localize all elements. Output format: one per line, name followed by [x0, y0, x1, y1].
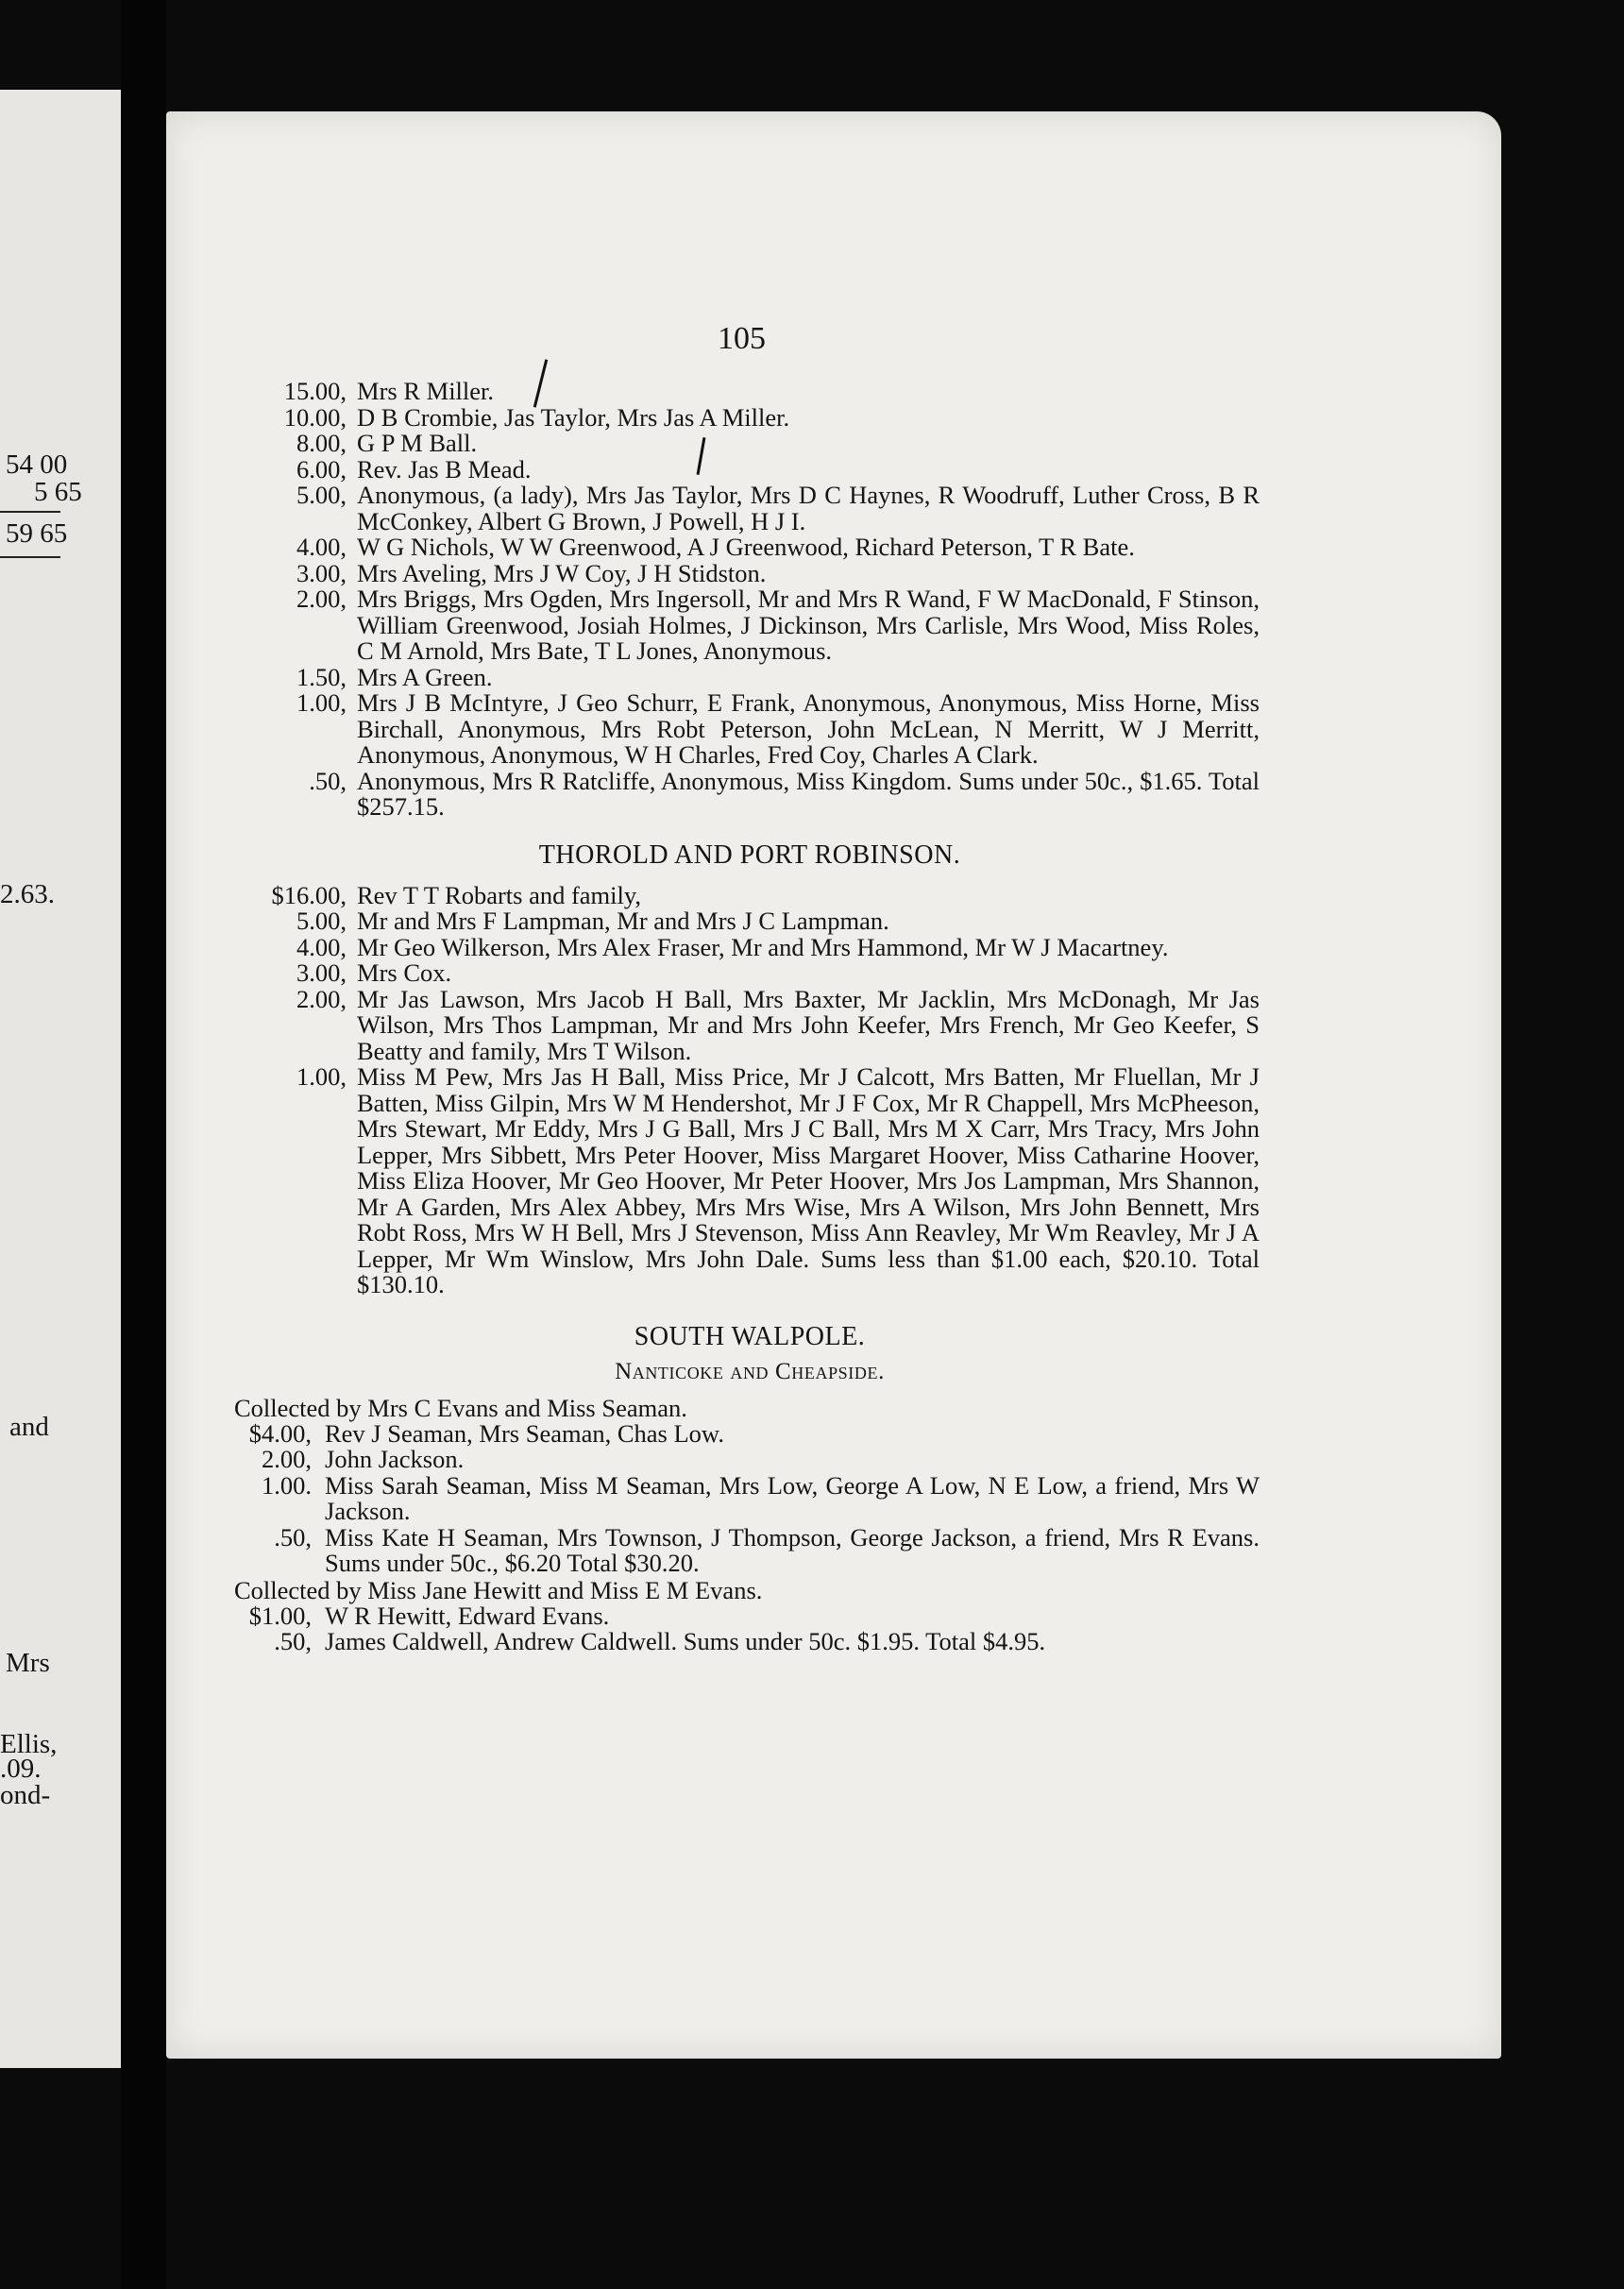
amount: 8.00, [296, 429, 347, 457]
donation-entry [240, 402, 1260, 432]
donor-names: G P M Ball. [357, 429, 478, 457]
page-number: 105 [718, 321, 766, 356]
amount: 5.00, [296, 907, 347, 935]
donation-entry [240, 690, 1260, 769]
donor-names: Rev T T Robarts and family, [357, 880, 642, 909]
amount: $1.00, [248, 1601, 312, 1630]
amount: 1.00, [296, 688, 347, 717]
amount: 2.00, [262, 1445, 312, 1473]
left-fragment-text: 54 00 [6, 449, 68, 480]
left-fragment-text: Ellis, [0, 1729, 58, 1759]
donation-entry [240, 483, 1260, 534]
left-fragment-text: 59 65 [6, 518, 68, 549]
amount: 2.00, [296, 984, 347, 1013]
donor-names: Miss Kate H Seaman, Mrs Townson, J Thompson, George Jackson, a friend, Mrs R Evans. Sums under 50c., $6.20 Total $30.20. [325, 1522, 1260, 1577]
left-fragment-text: .09. [0, 1754, 42, 1784]
donor-names: W G Nichols, W W Greenwood, A J Greenwood, Richard Peterson, T R Bate. [357, 533, 1135, 561]
donor-names: D B Crombie, Jas Taylor, Mrs Jas A Miller. [357, 402, 790, 432]
donation-entry [240, 1064, 1260, 1298]
donation-entry [240, 1603, 1260, 1630]
left-fragment-text: 2.63. [0, 879, 55, 909]
left-fragment-text: 5 65 [34, 477, 82, 507]
left-fragment-text: Mrs [6, 1648, 50, 1678]
donor-names: Mrs R Miller. [357, 377, 495, 405]
donation-entry [240, 932, 1260, 961]
amount: 1.00. [262, 1470, 312, 1500]
amount: 3.00, [296, 958, 347, 987]
donor-names: Mrs Briggs, Mrs Ogden, Mrs Ingersoll, Mr and Mrs R Wand, F W MacDonald, F Stinson, William Greenwood, Josiah Holmes, J Dickinson, Mrs Carlisle, Mrs Wood, Miss Roles, C M Arnold, Mrs Bate, T L Jones, Anonymous. [357, 585, 1260, 665]
left-fragment-rule [0, 556, 60, 558]
section-heading-south-walpole: SOUTH WALPOLE. [634, 1321, 866, 1351]
section-3 [234, 1393, 1260, 1655]
page-content [234, 377, 1260, 1655]
section-2 [240, 880, 1260, 1298]
donor-names: Anonymous, (a lady), Mrs Jas Taylor, Mrs D C Haynes, R Woodruff, Luther Cross, B R McConkey, Albert G Brown, J Powell, H J I. [357, 481, 1260, 535]
donor-names: John Jackson. [325, 1445, 465, 1473]
donor-names: Anonymous, Mrs R Ratcliffe, Anonymous, Miss Kingdom. Sums under 50c., $1.65. Total $257.15. [357, 766, 1260, 821]
donation-entry [240, 431, 1260, 457]
collector-line: Collected by Mrs C Evans and Miss Seaman. [234, 1393, 687, 1422]
book-gutter [121, 0, 166, 2289]
amount: .50, [274, 1627, 312, 1655]
donation-entry [240, 766, 1260, 821]
donation-entry [240, 662, 1260, 691]
amount: 1.00, [296, 1062, 347, 1091]
donation-entry [240, 1629, 1260, 1655]
amount: .50, [309, 766, 347, 795]
amount: 2.00, [296, 585, 347, 613]
donor-names: Miss Sarah Seaman, Miss M Seaman, Mrs Low, George A Low, N E Low, a friend, Mrs W Jackson. [325, 1470, 1260, 1525]
amount: 5.00, [296, 481, 347, 509]
amount: 6.00, [296, 454, 347, 483]
donor-names: Mr Jas Lawson, Mrs Jacob H Ball, Mrs Baxter, Mr Jacklin, Mrs McDonagh, Mr Jas Wilson, Mrs Thos Lampman, Mr and Mrs John Keefer, Mrs French, Mr Geo Keefer, S Beatty and family, Mrs T Wilson. [357, 984, 1260, 1065]
donation-entry [240, 534, 1260, 561]
donation-entry [240, 960, 1260, 987]
donation-entry [240, 1447, 1260, 1473]
donor-names: James Caldwell, Andrew Caldwell. Sums under 50c. $1.95. Total $4.95. [325, 1627, 1046, 1655]
section-1 [240, 379, 1260, 821]
donation-entry [240, 586, 1260, 665]
section-heading-thorold: THOROLD AND PORT ROBINSON. [538, 839, 961, 870]
donation-entry [240, 984, 1260, 1065]
donor-names: Mr and Mrs F Lampman, Mr and Mrs J C Lampman. [357, 907, 889, 935]
left-fragment-rule [0, 511, 60, 513]
amount: 1.50, [296, 662, 347, 691]
donor-names: W R Hewitt, Edward Evans. [325, 1601, 610, 1630]
amount: 3.00, [296, 558, 347, 587]
donation-entry [240, 880, 1260, 909]
donor-names: Rev J Seaman, Mrs Seaman, Chas Low. [325, 1418, 724, 1448]
collector-line: Collected by Miss Jane Hewitt and Miss E M Evans. [234, 1575, 763, 1604]
donation-entry [240, 379, 1260, 405]
section-subheading: Nanticoke and Cheapside. [615, 1358, 885, 1384]
donation-entry [240, 1470, 1260, 1525]
previous-page-fragment [0, 90, 121, 2068]
donation-entry [240, 1418, 1260, 1448]
amount: 4.00, [296, 932, 347, 961]
donor-names: Rev. Jas B Mead. [357, 454, 532, 483]
amount: .50, [274, 1522, 312, 1551]
donation-entry [240, 908, 1260, 935]
left-fragment-text: and [9, 1412, 49, 1442]
donation-entry [240, 1522, 1260, 1577]
book-page [166, 111, 1501, 2059]
donor-names: Mrs A Green. [357, 662, 493, 691]
donor-names: Mrs Cox. [357, 958, 452, 987]
amount: 15.00, [283, 377, 347, 405]
donation-entry [240, 558, 1260, 587]
donor-names: Mrs J B McIntyre, J Geo Schurr, E Frank, Anonymous, Anonymous, Miss Horne, Miss Birchall, Anonymous, Mrs Robt Peterson, John McLean, N Merritt, W J Merritt, Anonymous, Anonymous, W H Charles, Fred Coy, Charles A Clark. [357, 688, 1260, 769]
amount: $16.00, [271, 880, 347, 909]
left-fragment-text: ond- [0, 1780, 51, 1810]
amount: 4.00, [296, 533, 347, 561]
amount: 10.00, [283, 402, 347, 432]
donation-entry [240, 454, 1260, 483]
donor-names: Mr Geo Wilkerson, Mrs Alex Fraser, Mr and Mrs Hammond, Mr W J Macartney. [357, 932, 1169, 961]
donor-names: Miss M Pew, Mrs Jas H Ball, Miss Price, Mr J Calcott, Mrs Batten, Mr Fluellan, Mr J Batten, Miss Gilpin, Mrs W M Hendershot, Mr J F Cox, Mr R Chappell, Mrs McPheeson, Mrs Stewart, Mr Eddy, Mrs J G Ball, Mrs J C Ball, Mrs M X Carr, Mrs Tracy, Mrs John Lepper, Mrs Sibbett, Mrs Peter Hoover, Miss Margaret Hoover, Miss Catharine Hoover, Miss Eliza Hoover, Mr Geo Hoover, Mr Peter Hoover, Mrs Jos Lampman, Mrs Shannon, Mr A Garden, Mrs Alex Abbey, Mrs Mrs Wise, Mrs A Wilson, Mrs John Bennett, Mrs Robt Ross, Mrs W H Bell, Mrs J Stevenson, Miss Ann Reavley, Mr Wm Reavley, Mr J A Lepper, Mr Wm Winslow, Mrs John Dale. Sums less than $1.00 each, $20.10. Total $130.10. [357, 1062, 1260, 1298]
donor-names: Mrs Aveling, Mrs J W Coy, J H Stidston. [357, 558, 767, 587]
amount: $4.00, [248, 1418, 312, 1448]
